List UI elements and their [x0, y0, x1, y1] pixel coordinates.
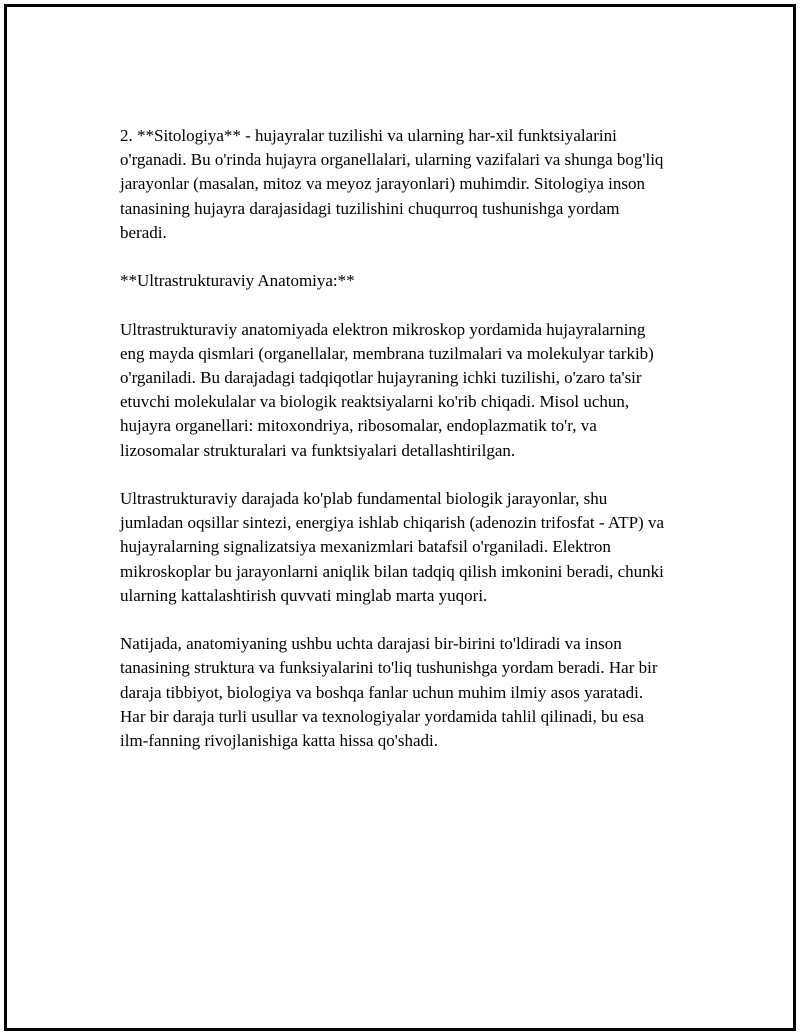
- document-body: [120, 124, 665, 753]
- paragraph-natijada: Natijada, anatomiyaning ushbu uchta darajasi bir-birini to'ldiradi va inson tanasining struktura va funksiyalarini to'liq tushunishga yordam beradi. Har bir daraja tibbiyot, biologiya va boshqa fanlar uchun muhim ilmiy asos yaratadi. Har bir daraja turli usullar va texnologiyalar yordamida tahlil qilinadi, bu esa ilm-fanning rivojlanishiga katta hissa qo'shadi.: [120, 634, 658, 751]
- paragraph-sitologiya: 2. **Sitologiya** - hujayralar tuzilishi va ularning har-xil funktsiyalarini o'rganadi. Bu o'rinda hujayra organellalari, ularning vazifalari va shunga bog'liq jarayonlar (masalan, mitoz va meyoz jarayonlari) muhimdir. Sitologiya inson tanasining hujayra darajasidagi tuzilishini chuqurroq tushunishga yordam beradi.: [120, 126, 664, 242]
- section-heading-ultrastrukturaviy: **Ultrastrukturaviy Anatomiya:**: [120, 271, 355, 291]
- paragraph-ultrastrukturaviy-anatomiya: Ultrastrukturaviy anatomiyada elektron mikroskop yordamida hujayralarning eng mayda qismlari (organellalar, membrana tuzilmalari va molekulyar tarkib) o'rganiladi. Bu darajadagi tadqiqotlar hujayraning ichki tuzilishi, o'zaro ta'sir etuvchi molekulalar va biologik reaktsiyalarni ko'rib chiqadi. Misol uchun, hujayra organellari: mitoxondriya, ribosomalar, endoplazmatik to'r, va lizosomalar strukturalari va funktsiyalari detallashtirilgan.: [120, 319, 654, 460]
- paragraph-biologik-jarayonlar: Ultrastrukturaviy darajada ko'plab fundamental biologik jarayonlar, shu jumladan oqsillar sintezi, energiya ishlab chiqarish (adenozin trifosfat - ATP) va hujayralarning signalizatsiya mexanizmlari batafsil o'rganiladi. Elektron mikroskoplar bu jarayonlarni aniqlik bilan tadqiq qilish imkonini beradi, chunki ularning kattalashtirish quvvati minglab marta yuqori.: [120, 489, 665, 605]
- page-frame: [4, 4, 796, 1031]
